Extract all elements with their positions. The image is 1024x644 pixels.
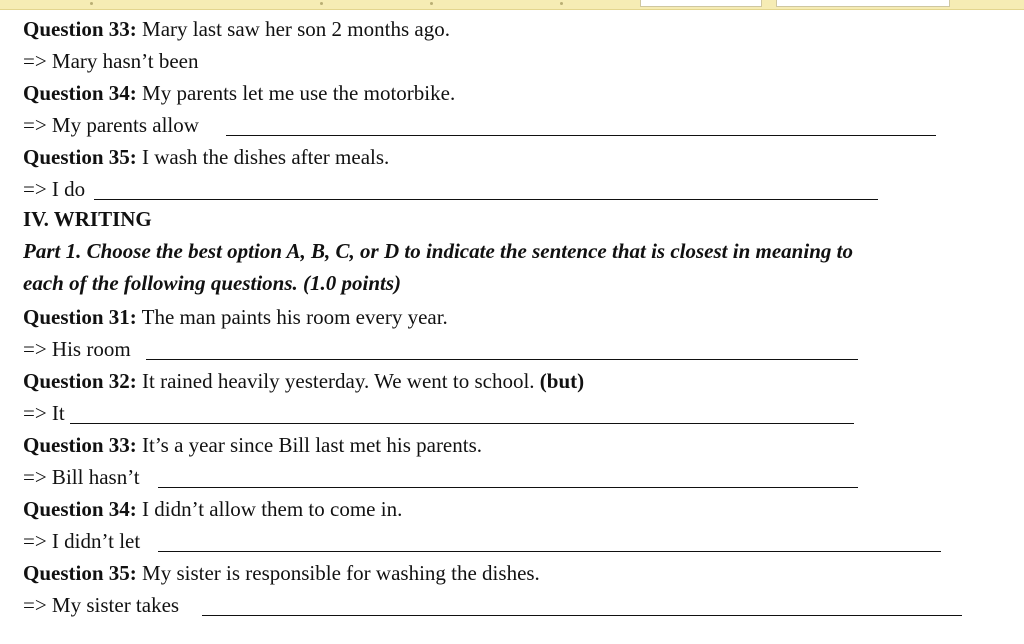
question-text: I wash the dishes after meals. [136, 145, 390, 169]
question-label: Question 34: [23, 81, 137, 105]
answer-34-second [23, 529, 140, 553]
answer-32 [23, 401, 65, 425]
toolbar-field[interactable] [776, 0, 950, 7]
question-text: I didn’t allow them to come in. [136, 497, 403, 521]
question-hint: (but) [539, 369, 585, 393]
question-34-second [23, 497, 402, 521]
question-label: Question 31: [23, 305, 137, 329]
answer-blank[interactable] [226, 135, 936, 136]
question-label: Question 35: [23, 145, 137, 169]
question-label: Question 33: [23, 433, 137, 457]
toolbar-mark [320, 2, 323, 5]
toolbar-mark [430, 2, 433, 5]
answer-blank[interactable] [202, 615, 962, 616]
answer-blank[interactable] [94, 199, 878, 200]
question-text: My parents let me use the motorbike. [136, 81, 456, 105]
question-text: My sister is responsible for washing the dishes. [136, 561, 540, 585]
part-instruction-line2: each of the following questions. (1.0 points) [23, 271, 402, 295]
answer-prompt: => My sister takes [23, 593, 180, 617]
answer-prompt: => Bill hasn’t [23, 465, 140, 489]
toolbar-field[interactable] [640, 0, 762, 7]
answer-35-second [23, 593, 179, 617]
answer-prompt: => I didn’t let [23, 529, 141, 553]
part-instruction-line1: Part 1. Choose the best option A, B, C, or D to indicate the sentence that is closest in meaning to [23, 239, 853, 263]
answer-33-first [23, 49, 199, 73]
question-33-first [23, 17, 450, 41]
question-text: Mary last saw her son 2 months ago. [136, 17, 450, 41]
answer-prompt: => I do [23, 177, 86, 201]
question-35-second [23, 561, 540, 585]
answer-prompt: => Mary hasn’t been [23, 49, 199, 73]
question-34-first [23, 81, 455, 105]
answer-blank[interactable] [146, 359, 858, 360]
answer-prompt: => My parents allow [23, 113, 199, 137]
question-text: It’s a year since Bill last met his parents. [136, 433, 483, 457]
answer-31 [23, 337, 131, 361]
question-text: The man paints his room every year. [136, 305, 448, 329]
toolbar-strip [0, 0, 1024, 10]
question-35-first [23, 145, 389, 169]
question-label: Question 34: [23, 497, 137, 521]
question-label: Question 32: [23, 369, 137, 393]
answer-33-second [23, 465, 140, 489]
question-33-second [23, 433, 482, 457]
question-label: Question 33: [23, 17, 137, 41]
section-heading: IV. WRITING [23, 207, 152, 231]
answer-34-first [23, 113, 199, 137]
question-label: Question 35: [23, 561, 137, 585]
toolbar-mark [560, 2, 563, 5]
question-31 [23, 305, 448, 329]
question-32 [23, 369, 584, 393]
answer-blank[interactable] [158, 551, 941, 552]
answer-prompt: => It [23, 401, 65, 425]
question-text: It rained heavily yesterday. We went to school. [136, 369, 540, 393]
answer-prompt: => His room [23, 337, 131, 361]
answer-blank[interactable] [70, 423, 854, 424]
toolbar-mark [90, 2, 93, 5]
answer-35-first [23, 177, 85, 201]
answer-blank[interactable] [158, 487, 858, 488]
